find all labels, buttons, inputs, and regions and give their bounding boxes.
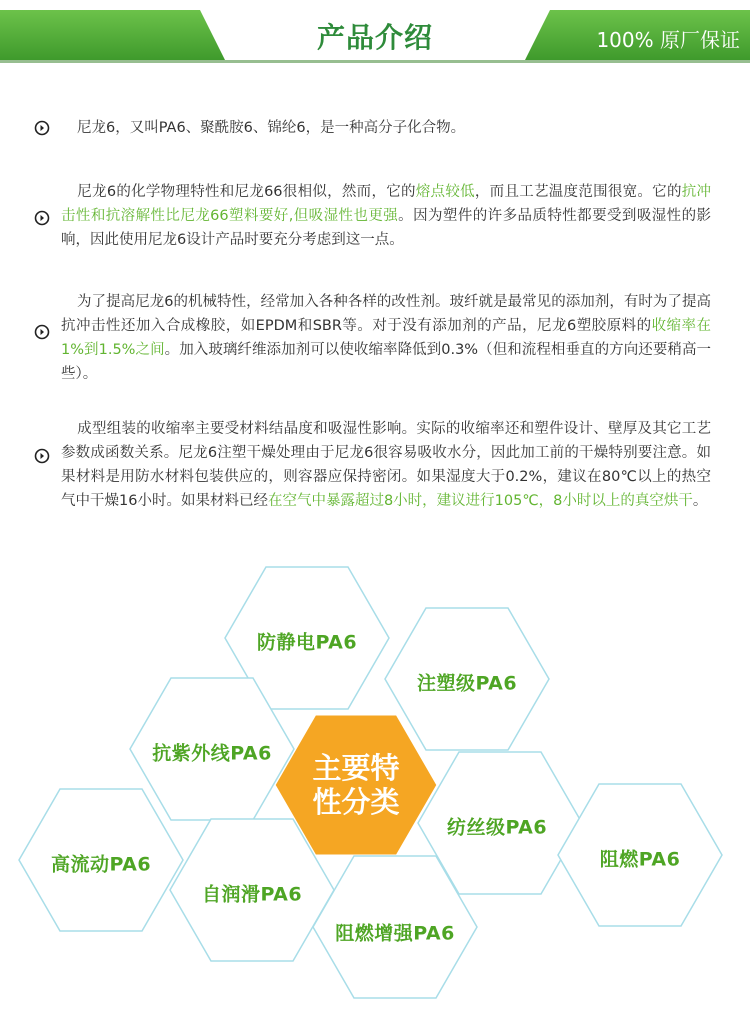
highlight-text: 在空气中暴露超过8小时，建议进行105℃，8小时以上的真空烘干 xyxy=(267,493,693,509)
category-item: 抗紫外线PA6 xyxy=(152,742,272,765)
highlight-text: 熔点较低 xyxy=(415,184,475,200)
circle-arrow-icon xyxy=(34,324,50,340)
paragraph-text xyxy=(61,290,711,386)
body-text: 尼龙6，又叫PA6、聚酰胺6、锦纶6，是一种高分子化合物。 xyxy=(77,120,466,136)
guarantee-badge: 100% 原厂保证 xyxy=(596,28,740,52)
circle-arrow-icon xyxy=(34,120,50,136)
body-text: 。加入玻璃纤维添加剂可以使收缩率降低到0.3%（但和流程相垂直的方向还要稍高一些）。 xyxy=(61,342,711,382)
body-text: 。 xyxy=(692,493,708,509)
feature-categories xyxy=(0,555,750,1021)
circle-arrow-icon xyxy=(34,448,50,464)
body-text: 成型组装的收缩率主要受材料结晶度和吸湿性影响。实际的收缩率还和塑件设计、壁厚及其它工艺参数成函数关系。尼龙6注塑干燥处理由于尼龙6很容易吸收水分，因此加工前的干燥特别要注意。如果材料是用防水材料包装供应的，则容器应保持密闭。如果湿度大于0.2%，建议在80℃以上的热空气中干燥16小时。如果材料已经 xyxy=(61,421,711,509)
paragraph-text xyxy=(61,180,711,252)
category-item: 自润滑PA6 xyxy=(201,883,303,906)
category-item: 阻燃PA6 xyxy=(599,848,681,871)
category-center: 主要特性分类 xyxy=(312,751,400,819)
body-text: 尼龙6的化学物理特性和尼龙66很相似，然而，它的 xyxy=(77,184,416,200)
highlight-text: 收缩率在1%到1.5%之间 xyxy=(61,318,712,358)
page-title: 产品介绍 xyxy=(316,21,433,54)
category-item: 高流动PA6 xyxy=(50,853,152,876)
category-item: 注塑级PA6 xyxy=(416,672,518,695)
body-text: 为了提高尼龙6的机械特性，经常加入各种各样的改性剂。玻纤就是最常见的添加剂，有时为了提高抗冲击性还加入合成橡胶，如EPDM和SBR等。对于没有添加剂的产品，尼龙6塑胶原料的 xyxy=(61,294,711,334)
header-banner xyxy=(0,0,750,72)
paragraph-text xyxy=(61,417,711,513)
category-item: 纺丝级PA6 xyxy=(446,816,548,839)
category-item: 阻燃增强PA6 xyxy=(335,922,455,945)
body-text: 。因为塑件的许多品质特性都要受到吸湿性的影响，因此使用尼龙6设计产品时要充分考虑到这一点。 xyxy=(61,208,711,248)
body-text: ，而且工艺温度范围很宽。它的 xyxy=(474,184,682,200)
highlight-text: 抗冲击性和抗溶解性比尼龙66塑料要好,但吸湿性也更强 xyxy=(61,184,712,224)
paragraph-text xyxy=(61,116,711,140)
circle-arrow-icon xyxy=(34,210,50,226)
category-item: 防静电PA6 xyxy=(256,631,358,654)
